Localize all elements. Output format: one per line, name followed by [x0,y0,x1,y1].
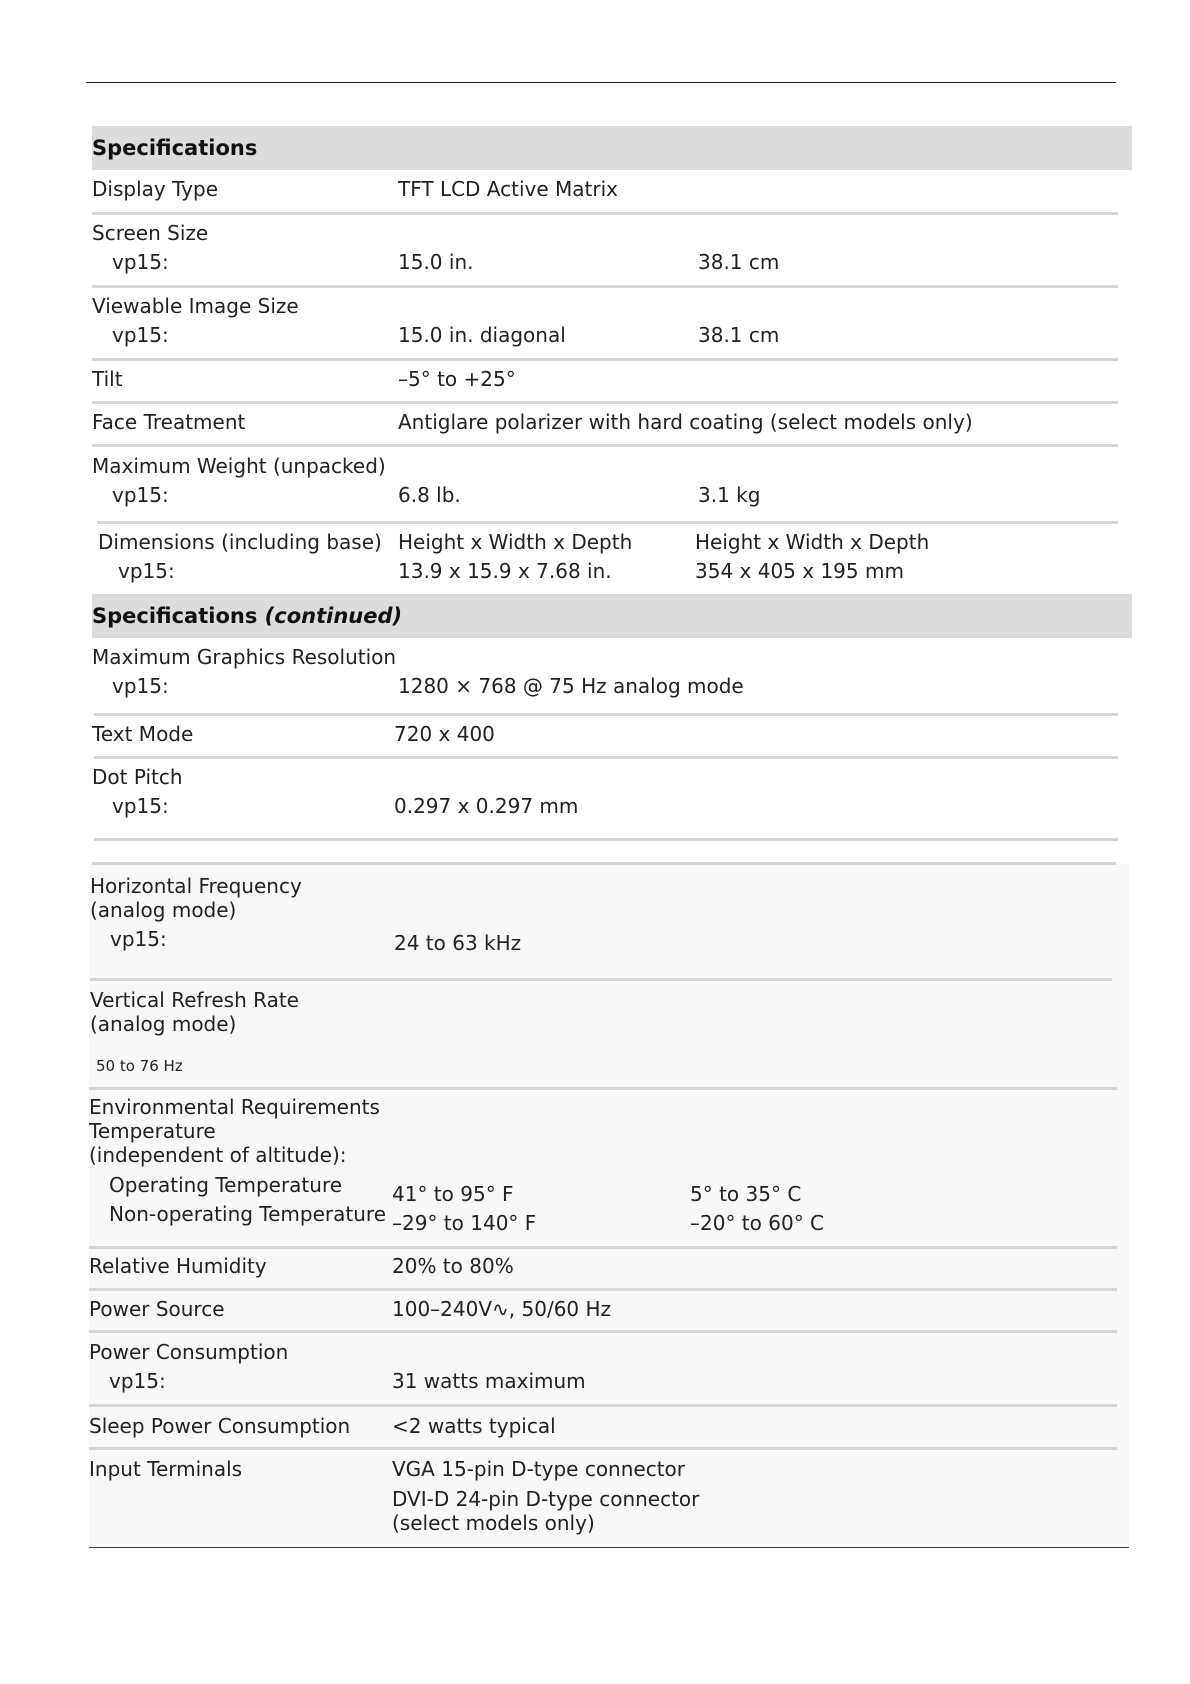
vrefresh-label-mode: (analog mode) [90,1012,237,1036]
hfreq-label-mode: (analog mode) [90,898,237,922]
face-treatment-value: Antiglare polarizer with hard coating (select models only) [398,410,973,434]
max-resolution-value: 1280 × 768 @ 75 Hz analog mode [398,674,744,698]
row-separator [92,444,1118,447]
section-title: Specifications [92,136,258,160]
dimensions-mm: 354 x 405 x 195 mm [695,559,904,583]
row-separator [89,1087,1117,1090]
operating-temp-label: Operating Temperature [109,1173,343,1197]
nonoperating-temp-label: Non-operating Temperature [109,1202,386,1226]
operating-temp-c: 5° to 35° C [690,1182,802,1206]
input-terminals-label: Input Terminals [89,1457,243,1481]
humidity-value: 20% to 80% [392,1254,514,1278]
power-consumption-label: Power Consumption [89,1340,289,1364]
top-rule [86,82,1116,83]
section-title-continued: (continued) [264,604,403,628]
dimensions-head-in: Height x Width x Depth [398,530,633,554]
row-separator [90,978,1112,981]
row-separator [92,212,1118,215]
dimensions-in: 13.9 x 15.9 x 7.68 in. [398,559,612,583]
bottom-rule [89,1547,1129,1548]
display-type-value: TFT LCD Active Matrix [398,177,618,201]
row-separator [92,358,1118,361]
operating-temp-f: 41° to 95° F [392,1182,514,1206]
viewable-size-cm: 38.1 cm [698,323,780,347]
row-separator [94,838,1118,841]
power-source-label: Power Source [89,1297,225,1321]
specifications-header [92,126,1132,170]
nonoperating-temp-f: –29° to 140° F [392,1211,537,1235]
screen-size-in: 15.0 in. [398,250,474,274]
max-resolution-label: Maximum Graphics Resolution [92,645,397,669]
screen-size-model: vp15: [112,250,169,274]
power-source-value: 100–240V∿, 50/60 Hz [392,1297,612,1321]
dimensions-head-mm: Height x Width x Depth [695,530,930,554]
input-dvi-note: (select models only) [392,1511,595,1535]
viewable-size-label: Viewable Image Size [92,294,299,318]
dimensions-model: vp15: [118,559,175,583]
viewable-size-model: vp15: [112,323,169,347]
sleep-power-label: Sleep Power Consumption [89,1414,351,1438]
weight-lb: 6.8 lb. [398,483,461,507]
section-title: Specifications [92,604,258,628]
power-consumption-model: vp15: [109,1369,166,1393]
dot-pitch-value: 0.297 x 0.297 mm [394,794,579,818]
max-resolution-model: vp15: [112,674,169,698]
face-treatment-label: Face Treatment [92,410,246,434]
display-type-label: Display Type [92,177,219,201]
input-vga-value: VGA 15-pin D-type connector [392,1457,686,1481]
viewable-size-in: 15.0 in. diagonal [398,323,566,347]
row-separator [92,285,1118,288]
weight-kg: 3.1 kg [698,483,761,507]
row-separator [92,862,1116,865]
screen-size-cm: 38.1 cm [698,250,780,274]
row-separator [92,401,1118,404]
nonoperating-temp-c: –20° to 60° C [690,1211,825,1235]
dot-pitch-model: vp15: [112,794,169,818]
vrefresh-value: 50 to 76 Hz [96,1057,183,1075]
env-altitude-label: (independent of altitude): [89,1143,347,1167]
text-mode-label: Text Mode [92,722,194,746]
weight-model: vp15: [112,483,169,507]
row-separator [89,1330,1117,1333]
row-separator [89,1447,1117,1450]
text-mode-value: 720 x 400 [394,722,495,746]
env-label: Environmental Requirements [89,1095,380,1119]
weight-label: Maximum Weight (unpacked) [92,454,386,478]
screen-size-label: Screen Size [92,221,209,245]
input-dvi-value: DVI-D 24-pin D-type connector [392,1487,700,1511]
hfreq-label: Horizontal Frequency [90,874,302,898]
dot-pitch-label: Dot Pitch [92,765,183,789]
row-separator [89,1246,1117,1249]
hfreq-value: 24 to 63 kHz [394,931,522,955]
sleep-power-value: <2 watts typical [392,1414,556,1438]
vrefresh-label: Vertical Refresh Rate [90,988,299,1012]
row-separator [89,1404,1117,1407]
row-separator [94,756,1118,759]
row-separator [89,1288,1117,1291]
env-temp-label: Temperature [89,1119,216,1143]
humidity-label: Relative Humidity [89,1254,267,1278]
hfreq-model: vp15: [110,927,167,951]
tilt-value: –5° to +25° [398,367,516,391]
tilt-label: Tilt [92,367,123,391]
power-consumption-value: 31 watts maximum [392,1369,586,1393]
dimensions-label: Dimensions (including base) [98,530,382,554]
row-separator [97,521,1118,524]
specifications-continued-header [92,594,1132,638]
row-separator [94,713,1118,716]
